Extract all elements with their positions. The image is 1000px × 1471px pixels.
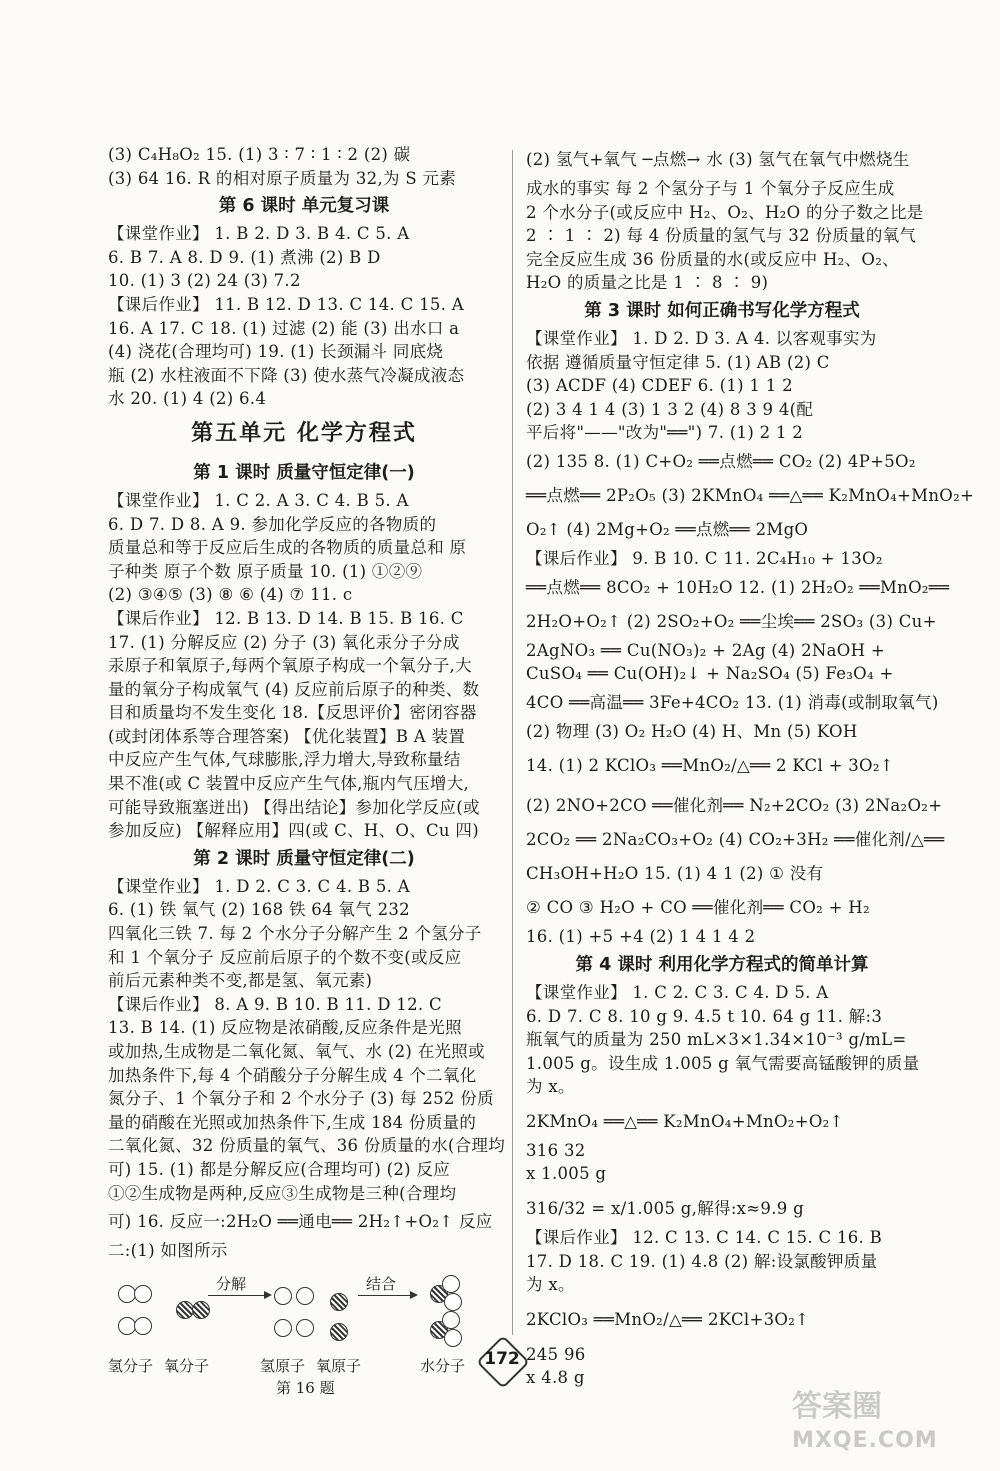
text-line: 质量总和等于反应后生成的各物质的质量总和 原 — [108, 538, 467, 558]
section-heading: 第 4 课时 利用化学方程式的简单计算 — [575, 954, 869, 975]
text-line: 完全反应生成 36 份质量的水(或反应中 H₂、O₂、 — [526, 249, 899, 269]
decompose-arrow-icon — [208, 1295, 270, 1297]
text-line: 量的氧分子构成氧气 (4) 反应前后原子的种类、数 — [108, 679, 480, 699]
label-o2: 氧分子 — [164, 1356, 210, 1375]
text-line: ══点燃══ 8CO₂ + 10H₂O 12. (1) 2H₂O₂ ══MnO₂══ — [526, 577, 950, 597]
combine-label: 结合 — [366, 1274, 397, 1293]
text-line: 二:(1) 如图所示 — [108, 1241, 228, 1261]
text-line: 【课后作业】 12. C 13. C 14. C 15. C 16. B — [526, 1228, 883, 1248]
molecule-diagram — [108, 1273, 500, 1413]
section-heading: 第 3 课时 如何正确书写化学方程式 — [584, 300, 860, 321]
text-line: 瓶氧气的质量为 250 mL×3×1.34×10⁻³ g/mL= — [526, 1030, 907, 1050]
text-line: (2) 2NO+2CO ══催化剂══ N₂+2CO₂ (3) 2Na₂O₂+ — [526, 796, 943, 816]
text-line: (2) 135 8. (1) C+O₂ ══点燃══ CO₂ (2) 4P+5O₂ — [526, 451, 916, 471]
watermark-top: 答案圈 — [792, 1389, 882, 1424]
text-line: 2KClO₃ ══MnO₂/△══ 2KCl+3O₂↑ — [526, 1309, 810, 1329]
text-line: 17. D 18. C 19. (1) 4.8 (2) 解:设氯酸钾质量 — [526, 1251, 878, 1271]
text-line: 16. A 17. C 18. (1) 过滤 (2) 能 (3) 出水口 a — [108, 318, 460, 338]
text-line: x 4.8 g — [526, 1368, 585, 1388]
right-column — [526, 143, 975, 1390]
section-heading: 第五单元 化学方程式 — [191, 420, 417, 446]
text-line: 果不准(或 C 装置中反应产生气体,瓶内气压增大, — [108, 774, 470, 794]
text-line: 可) 16. 反应一:2H₂O ══通电══ 2H₂↑+O₂↑ 反应 — [108, 1212, 493, 1232]
text-line: 二氧化氮、32 份质量的氧气、36 份质量的水(合理均 — [108, 1136, 506, 1156]
text-line: 2CO₂ ══ 2Na₂CO₃+O₂ (4) CO₂+3H₂ ══催化剂/△══ — [526, 830, 945, 850]
text-line: 可能导致瓶塞迸出) 【得出结论】参加化学反应(或 — [108, 797, 480, 817]
diagram-caption: 第 16 题 — [276, 1378, 335, 1397]
text-line: 可) 15. (1) 都是分解反应(合理均可) (2) 反应 — [108, 1159, 451, 1179]
text-line: 和 1 个氧分子 反应前后原子的个数不变(或反应 — [108, 947, 462, 967]
text-line: 前后元素种类不变,都是氢、氧元素) — [108, 971, 373, 991]
text-line: ② CO ③ H₂O + CO ══催化剂══ CO₂ + H₂ — [526, 898, 870, 918]
text-line: (2) ③④⑤ (3) ⑧ ⑥ (4) ⑦ 11. c — [108, 585, 353, 605]
text-line: 依据 遵循质量守恒定律 5. (1) AB (2) C — [526, 352, 830, 372]
text-line: 【课堂作业】 1. D 2. D 3. A 4. 以客观事实为 — [526, 328, 877, 348]
text-line: 316/32 = x/1.005 g,解得:x≈9.9 g — [526, 1199, 804, 1219]
text-line: 17. (1) 分解反应 (2) 分子 (3) 氧化汞分子分成 — [108, 632, 460, 652]
hydrogen-atom-icon — [444, 1329, 462, 1347]
text-line: 6. D 7. D 8. A 9. 参加化学反应的各物质的 — [108, 514, 437, 534]
text-line: 为 x。 — [526, 1275, 575, 1295]
text-line: 目和质量均不发生变化 18.【反思评价】密闭容器 — [108, 703, 477, 723]
section-heading: 第 6 课时 单元复习课 — [218, 196, 390, 217]
oxygen-atom-icon — [192, 1301, 210, 1319]
text-line: 【课堂作业】 1. D 2. C 3. C 4. B 5. A — [108, 876, 410, 896]
text-line: 【课后作业】 9. B 10. C 11. 2C₄H₁₀ + 13O₂ — [526, 548, 883, 568]
text-line: H₂O 的质量之比是 1 ∶ 8 ∶ 9) — [526, 273, 769, 293]
text-line: 13. B 14. (1) 反应物是浓硝酸,反应条件是光照 — [108, 1018, 462, 1038]
text-line: 2AgNO₃ ══ Cu(NO₃)₂ + 2Ag (4) 2NaOH + — [526, 640, 885, 660]
text-line: 2 ∶ 1 ∶ 2) 每 4 份质量的氢气与 32 份质量的氧气 — [526, 226, 917, 246]
hydrogen-atom-icon — [444, 1293, 462, 1311]
text-line: ══点燃══ 2P₂O₅ (3) 2KMnO₄ ══△══ K₂MnO₄+MnO₂+ — [526, 485, 975, 505]
text-line: 汞原子和氧原子,每两个氧原子构成一个氧分子,大 — [108, 656, 472, 676]
text-line: 2H₂O+O₂↑ (2) 2SO₂+O₂ ══尘埃══ 2SO₃ (3) Cu+ — [526, 611, 937, 631]
text-line: 6. D 7. C 8. 10 g 9. 4.5 t 10. 64 g 11. 解:3 — [526, 1006, 883, 1026]
text-line: 【课后作业】 8. A 9. B 10. B 11. D 12. C — [108, 994, 442, 1014]
text-line: 或加热,生成物是二氧化氮、氧气、水 (2) 在光照或 — [108, 1042, 485, 1061]
text-line: 子种类 原子个数 原子质量 10. (1) ①②⑨ — [108, 561, 423, 581]
text-line: 【课堂作业】 1. C 2. C 3. C 4. D 5. A — [526, 982, 829, 1002]
decompose-label: 分解 — [216, 1274, 247, 1293]
text-line: 氮分子、1 个氧分子和 2 个水分子 (3) 每 252 份质 — [108, 1089, 494, 1109]
text-line: (2) 氢气+氧气 ─点燃→ 水 (3) 氢气在氧气中燃烧生 — [526, 150, 910, 169]
text-line: 1.005 g。设生成 1.005 g 氧气需要高锰酸钾的质量 — [526, 1053, 920, 1073]
hydrogen-atom-icon — [296, 1287, 314, 1305]
text-line: 水 20. (1) 4 (2) 6.4 — [108, 389, 267, 409]
text-line: 四氧化三铁 7. 每 2 个水分子分解产生 2 个氢分子 — [108, 924, 482, 944]
hydrogen-atom-icon — [296, 1319, 314, 1337]
text-line: 【课后作业】 12. B 13. D 14. B 15. B 16. C — [108, 608, 464, 628]
text-line: (或封闭体系等合理答案) 【优化装置】B A 装置 — [108, 726, 466, 746]
text-line: (4) 浇花(合理均可) 19. (1) 长颈漏斗 同底烧 — [108, 342, 444, 362]
hydrogen-atom-icon — [274, 1287, 292, 1305]
text-line: 2 个水分子(或反应中 H₂、O₂、H₂O 的分子数之比是 — [526, 202, 924, 222]
text-line: 为 x。 — [526, 1077, 575, 1097]
watermark — [792, 1390, 938, 1458]
text-line: CuSO₄ ══ Cu(OH)₂↓ + Na₂SO₄ (5) Fe₃O₄ + — [526, 664, 894, 684]
text-line: 6. (1) 铁 氧气 (2) 168 铁 64 氧气 232 — [108, 900, 410, 920]
label-h2: 氢分子 — [108, 1356, 154, 1375]
hydrogen-atom-icon — [134, 1285, 152, 1303]
text-line: CH₃OH+H₂O 15. (1) 4 1 (2) ① 没有 — [526, 864, 824, 884]
text-line: 14. (1) 2 KClO₃ ══MnO₂/△══ 2 KCl + 3O₂↑ — [526, 756, 894, 776]
section-heading: 第 2 课时 质量守恒定律(二) — [193, 848, 415, 869]
text-line: x 1.005 g — [526, 1164, 607, 1184]
oxygen-atom-icon — [330, 1323, 348, 1341]
text-line: 【课堂作业】 1. B 2. D 3. B 4. C 5. A — [108, 224, 410, 244]
text-line: (3) 64 16. R 的相对原子质量为 32,为 S 元素 — [108, 168, 457, 188]
hydrogen-atom-icon — [134, 1317, 152, 1335]
text-line: (3) ACDF (4) CDEF 6. (1) 1 1 2 — [526, 376, 793, 396]
column-divider — [512, 150, 513, 1335]
hydrogen-atom-icon — [442, 1275, 460, 1293]
text-line: 加热条件下,每 4 个硝酸分子分解生成 4 个二氧化 — [108, 1065, 477, 1085]
text-line: 参加反应) 【解释应用】四(或 C、H、O、Cu 四) — [108, 821, 479, 841]
text-line: 4CO ══高温══ 3Fe+4CO₂ 13. (1) 消毒(或制取氧气) — [526, 692, 939, 712]
text-line: 成水的事实 每 2 个氢分子与 1 个氧分子反应生成 — [526, 179, 895, 198]
label-h2o: 水分子 — [420, 1356, 466, 1375]
combine-arrow-icon — [358, 1295, 416, 1297]
watermark-bottom: MXQE.COM — [792, 1428, 938, 1453]
text-line: O₂↑ (4) 2Mg+O₂ ══点燃══ 2MgO — [526, 519, 809, 539]
text-line: 16. (1) +5 +4 (2) 1 4 1 4 2 — [526, 927, 756, 947]
hydrogen-atom-icon — [442, 1311, 460, 1329]
hydrogen-atom-icon — [274, 1319, 292, 1337]
text-line: 2KMnO₄ ══△══ K₂MnO₄+MnO₂+O₂↑ — [526, 1111, 844, 1131]
label-h: 氢原子 — [260, 1356, 306, 1375]
text-line: 瓶 (2) 水柱液面不下降 (3) 使水蒸气冷凝成液态 — [108, 365, 465, 385]
text-line: (2) 3 4 1 4 (3) 1 3 2 (4) 8 3 9 4(配 — [526, 399, 814, 419]
text-line: 量的硝酸在光照或加热条件下,生成 184 份质量的 — [108, 1112, 477, 1132]
text-line: 6. B 7. A 8. D 9. (1) 煮沸 (2) B D — [108, 247, 381, 267]
section-heading: 第 1 课时 质量守恒定律(一) — [193, 462, 415, 483]
page-number-badge — [480, 1339, 524, 1383]
text-line: 245 96 — [526, 1344, 586, 1364]
text-line: 平后将"——"改为"══") 7. (1) 2 1 2 — [526, 423, 804, 443]
text-line: 10. (1) 3 (2) 24 (3) 7.2 — [108, 271, 301, 291]
text-line: 316 32 — [526, 1140, 586, 1160]
text-line: 【课后作业】 11. B 12. D 13. C 14. C 15. A — [108, 294, 464, 314]
text-line: (3) C₄H₈O₂ 15. (1) 3 ∶ 7 ∶ 1 ∶ 2 (2) 碳 — [108, 145, 411, 164]
oxygen-atom-icon — [330, 1293, 348, 1311]
text-line: (2) 物理 (3) O₂ H₂O (4) H、Mn (5) KOH — [526, 721, 858, 741]
text-line: ①②生成物是两种,反应③生成物是三种(合理均 — [108, 1183, 457, 1203]
text-line: 中反应产生气体,气球膨胀,浮力增大,导致称量结 — [108, 750, 461, 770]
label-o: 氧原子 — [316, 1356, 362, 1375]
text-line: 【课堂作业】 1. C 2. A 3. C 4. B 5. A — [108, 490, 409, 510]
page-number: 172 — [484, 1349, 520, 1369]
